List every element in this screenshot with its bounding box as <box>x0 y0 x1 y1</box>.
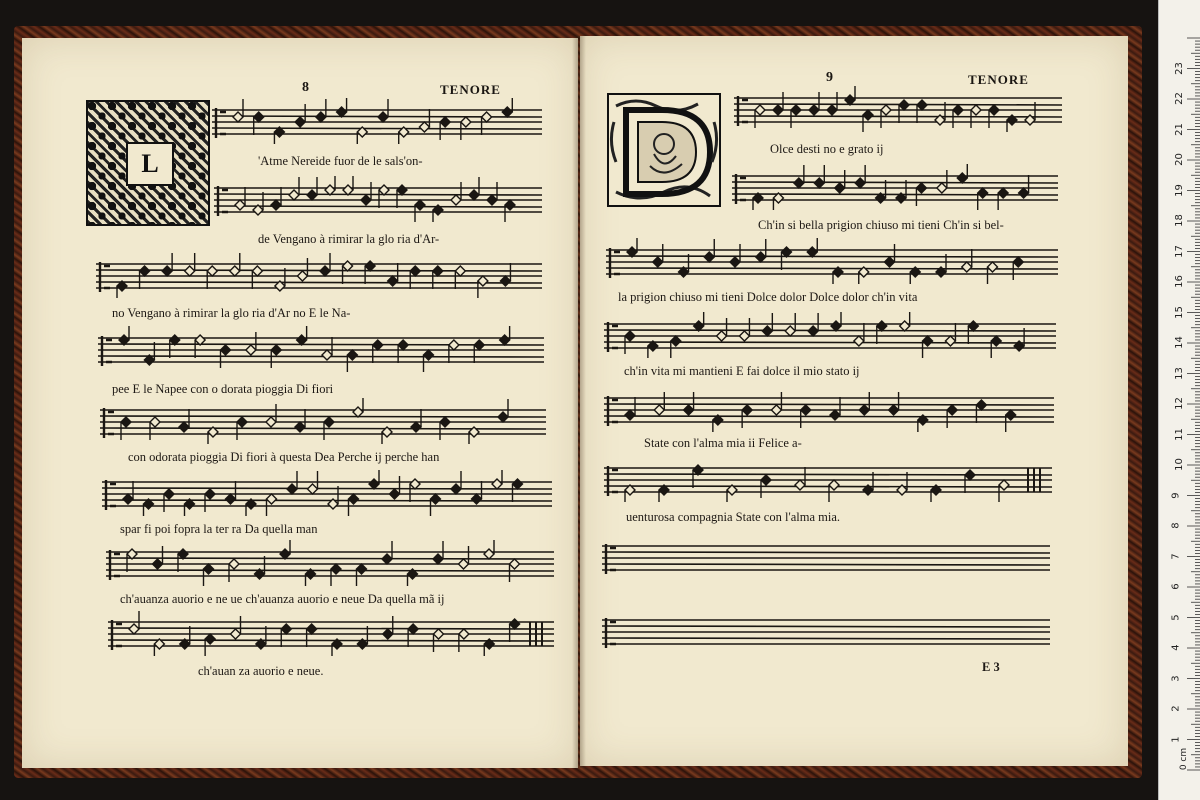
music-staff <box>100 398 546 444</box>
music-staff <box>732 164 1058 210</box>
music-staff <box>604 312 1056 358</box>
music-staff <box>98 326 544 372</box>
ruler-number: 6 <box>1170 583 1182 590</box>
music-staff <box>604 386 1054 432</box>
lyric-line: la prigion chiuso mi tieni Dolce dolor Dolce dolor ch'in vita <box>618 290 918 304</box>
decorated-initial-d <box>606 92 722 208</box>
ruler-number: 9 <box>1170 491 1182 499</box>
measurement-ruler <box>1158 0 1200 800</box>
ruler-unit-label: 0 cm <box>1179 747 1190 771</box>
left-page-number: 8 <box>302 80 309 95</box>
lyric-line: Ch'in si bella prigion chiuso mi tieni Ch'in si bel- <box>758 218 1004 232</box>
right-running-head: TENORE <box>968 72 1029 87</box>
ruler-number: 13 <box>1173 366 1185 380</box>
ruler-number: 20 <box>1173 153 1185 166</box>
lyric-line: spar fi poi fopra la ter ra Da quella man <box>120 522 318 536</box>
ruler-number: 22 <box>1173 92 1185 105</box>
ruler-number: 10 <box>1173 458 1185 471</box>
lyric-line: State con l'alma mia ii Felice a- <box>644 436 802 450</box>
music-staff <box>214 176 542 222</box>
ruler-number: 12 <box>1173 397 1185 410</box>
lyric-line: no Vengano à rimirar la glo ria d'Ar no E le Na- <box>112 306 351 320</box>
music-staff <box>108 610 554 656</box>
ruler-number: 1 <box>1170 735 1182 743</box>
left-running-head: TENORE <box>440 82 501 97</box>
lyric-line: uenturosa compagnia State con l'alma mia. <box>626 510 840 524</box>
music-staff <box>602 608 1050 654</box>
ruler-number: 18 <box>1173 214 1185 227</box>
ruler-number: 21 <box>1173 122 1185 136</box>
lyric-line: Olce desti no e grato ij <box>770 142 884 156</box>
ruler-number: 14 <box>1173 336 1185 349</box>
ruler-number: 2 <box>1170 705 1182 712</box>
ruler-number: 8 <box>1170 522 1182 529</box>
lyric-line: 'Atme Nereide fuor de le sals'on- <box>258 154 423 168</box>
music-staff <box>212 98 542 144</box>
ruler-number: 23 <box>1173 61 1185 75</box>
lyric-line: ch'auan za auorio e neue. <box>198 664 324 678</box>
lyric-line: pee E le Napee con o dorata pioggia Di fiori <box>112 382 334 396</box>
music-staff <box>604 456 1052 502</box>
decorated-initial-l <box>86 100 210 226</box>
music-staff <box>606 238 1058 284</box>
ruler-number: 19 <box>1173 183 1185 197</box>
music-staff <box>96 252 542 298</box>
lyric-line: de Vengano à rimirar la glo ria d'Ar- <box>258 232 440 246</box>
ruler-number: 11 <box>1173 427 1185 441</box>
lyric-line: ch'auanza auorio e ne ue ch'auanza auorio e neue Da quella mã ij <box>120 592 445 606</box>
ruler-number: 15 <box>1173 305 1185 319</box>
signature-mark: E 3 <box>982 660 1000 674</box>
initial-letter-l: L <box>126 142 174 186</box>
music-staff <box>102 470 552 516</box>
music-staff <box>734 86 1062 132</box>
lyric-line: ch'in vita mi mantieni E fai dolce il mio stato ij <box>624 364 860 378</box>
ruler-number: 17 <box>1173 244 1185 258</box>
ruler-number: 5 <box>1170 613 1182 621</box>
book-gutter <box>572 36 586 768</box>
right-page-number: 9 <box>826 70 833 85</box>
ruler-number: 7 <box>1170 552 1182 560</box>
ruler-number: 3 <box>1170 674 1182 682</box>
music-staff <box>106 540 554 586</box>
lyric-line: con odorata pioggia Di fiori à questa Dea Perche ij perche han <box>128 450 440 464</box>
music-staff <box>602 534 1050 580</box>
ruler-number: 4 <box>1170 644 1182 651</box>
ruler-number: 16 <box>1173 275 1185 288</box>
